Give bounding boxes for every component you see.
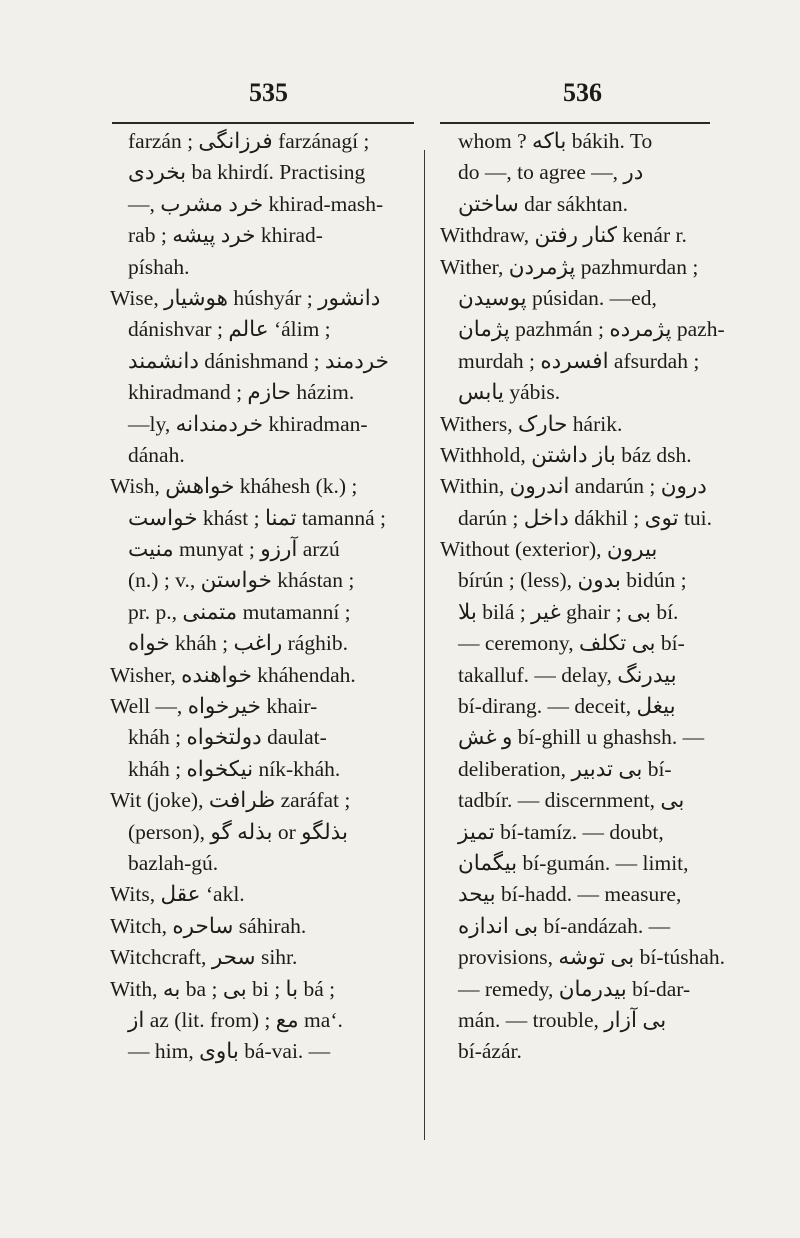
entry-continuation-line: rab ; خرد پیشه khirad-	[128, 223, 323, 248]
entry-continuation-line: bírún ; (less), بدون bidún ;	[458, 568, 687, 593]
entry-continuation-line: —ly, خردمندانه khiradman-	[128, 411, 368, 436]
entry-continuation-line: do —, to agree —, در	[458, 160, 644, 185]
entry-continuation-line: بی اندازه bí-andázah. —	[458, 913, 671, 938]
entry-continuation-line: و غش bí-ghill u ghashsh. —	[458, 725, 705, 750]
entry-continuation-line: tadbír. — discernment, بی	[458, 788, 685, 813]
entry-continuation-line: پژمان pazhmán ; پژمرده pazh-	[458, 317, 725, 342]
entry-continuation-line: خواست khást ; تمنا tamanná ;	[128, 505, 386, 530]
column-divider	[424, 150, 425, 1140]
entry-headword-line: Witchcraft, سحر sihr.	[110, 945, 298, 970]
entry-continuation-line: deliberation, بی تدبیر bí-	[458, 756, 672, 781]
entry-continuation-line: —, خرد مشرب khirad-mash-	[128, 191, 384, 216]
entry-headword-line: Wit (joke), ظرافت zaráfat ;	[110, 788, 351, 813]
entry-headword-line: Wither, پژمردن pazhmurdan ;	[440, 254, 699, 279]
entry-continuation-line: (person), بذله گو or بذلگو	[128, 819, 348, 844]
entry-headword-line: Without (exterior), بیرون	[440, 537, 658, 562]
entry-headword-line: Wish, خواهش kháhesh (k.) ;	[110, 474, 358, 499]
entry-headword-line: Withers, حارک hárik.	[440, 411, 623, 436]
entry-continuation-line: خواه kháh ; راغب rághib.	[128, 631, 348, 656]
entry-continuation-line: پوسیدن púsidan. —ed,	[458, 285, 657, 310]
entry-headword-line: Well —, خیرخواه khair-	[110, 694, 318, 719]
entry-continuation-line: بیگمان bí-gumán. — limit,	[458, 850, 689, 875]
entry-continuation-line: whom ? باکه bákih. To	[458, 129, 653, 153]
entry-continuation-line: — remedy, بیدرمان bí-dar-	[458, 976, 691, 1001]
entry-continuation-line: منیت munyat ; آرزو arzú	[128, 537, 340, 562]
entry-continuation-line: — him, باوی bá-vai. —	[128, 1039, 331, 1064]
header-rule-left	[112, 122, 414, 124]
entry-continuation-line: píshah.	[128, 254, 190, 279]
right-column	[440, 126, 726, 1068]
entry-continuation-line: تمیز bí-tamíz. — doubt,	[458, 819, 664, 844]
entry-headword-line: Witch, ساحره sáhirah.	[110, 913, 307, 938]
entry-continuation-line: دانشمند dánishmand ; خردمند	[128, 348, 389, 373]
page-number-right: 536	[563, 78, 602, 107]
entry-continuation-line: mán. — trouble, بی آزار	[458, 1007, 667, 1032]
entry-continuation-line: bazlah-gú.	[128, 850, 219, 875]
entry-continuation-line: farzán ; فرزانگی farzánagí ;	[128, 129, 370, 153]
entry-headword-line: Withhold, باز داشتن báz dsh.	[440, 442, 692, 467]
page-number-left: 535	[249, 78, 288, 107]
entry-continuation-line: bí-ázár.	[458, 1039, 522, 1064]
entry-continuation-line: khiradmand ; حازم házim.	[128, 380, 355, 405]
entry-continuation-line: (n.) ; v., خواستن khástan ;	[128, 568, 355, 593]
left-column	[110, 126, 414, 1068]
entry-continuation-line: kháh ; نیکخواه ník-kháh.	[128, 756, 341, 781]
entry-headword-line: Wise, هوشیار húshyár ; دانشور	[110, 285, 381, 310]
entry-continuation-line: بخردی ba khirdí. Practising	[128, 160, 366, 185]
entry-continuation-line: ساختن dar sákhtan.	[458, 191, 628, 216]
header-rule-right	[440, 122, 710, 124]
entry-continuation-line: dánishvar ; عالم ʻálim ;	[128, 317, 331, 342]
entry-headword-line: With, به ba ; بی bi ; با bá ;	[110, 976, 336, 1001]
entry-headword-line: Wits, عقل ʻakl.	[110, 882, 245, 907]
entry-continuation-line: murdah ; افسرده afsurdah ;	[458, 348, 700, 373]
entry-continuation-line: kháh ; دولتخواه daulat-	[128, 725, 327, 750]
entry-continuation-line: بلا bilá ; غیر ghair ; بی bí.	[458, 599, 679, 624]
entry-continuation-line: dánah.	[128, 442, 185, 467]
entry-continuation-line: darún ; داخل dákhil ; توی tui.	[458, 505, 713, 530]
entry-continuation-line: از az (lit. from) ; مع maʻ.	[128, 1007, 343, 1032]
entry-continuation-line: provisions, بی توشه bí-túshah.	[458, 945, 726, 970]
entry-continuation-line: bí-dirang. — deceit, بیغل	[458, 694, 676, 719]
entry-continuation-line: یابس yábis.	[458, 380, 561, 405]
entry-headword-line: Wisher, خواهنده kháhendah.	[110, 662, 356, 687]
entry-continuation-line: pr. p., متمنی mutamanní ;	[128, 599, 351, 624]
entry-continuation-line: بیحد bí-hadd. — measure,	[458, 882, 682, 907]
entry-headword-line: Withdraw, کنار رفتن kenár r.	[440, 223, 687, 248]
entry-headword-line: Within, اندرون andarún ; درون	[440, 474, 707, 499]
entry-continuation-line: takalluf. — delay, بیدرنگ	[458, 662, 677, 687]
entry-continuation-line: — ceremony, بی تکلف bí-	[458, 631, 685, 656]
